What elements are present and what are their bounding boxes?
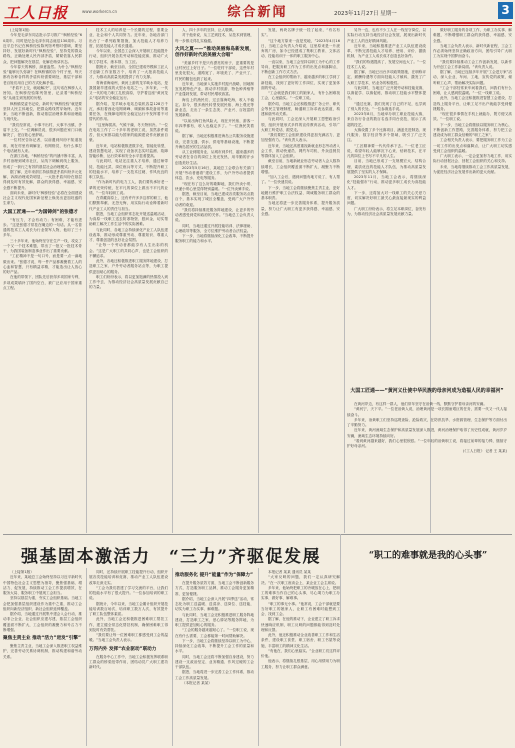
section-divider	[3, 534, 512, 535]
website-url: www.workercn.cn	[82, 9, 118, 14]
body-paragraph: 此外，各地还积极推进职工服务阵地建设，打造职工之家、户外劳动者服务站点等，为职工提供更加贴心的服务。	[89, 259, 168, 274]
issue-date: 2023年11月27日 星期一	[334, 11, 397, 17]
body-paragraph: 据了解，在他的推动下，企业建立了职工诉求快速响应机制，职工反映的问题都能得到及时处理和反馈。	[261, 617, 340, 632]
boxed-story-headline: 大国工匠通——“黄河义仕使中华民族的母亲河成为造福人民的幸福河”	[350, 388, 504, 394]
body-paragraph: 多年来，治黄职工们坚持巡堤查险、抢险救灾，在防汛抗旱、水资源管理、生态保护等方面付出了辛勤努力。	[347, 417, 507, 427]
body-paragraph: 一直以来，当地工会坚持以职工为中心的工作导向，把服务职工作为工作的出发点和落脚点，不断创新工作方式方法。	[261, 59, 340, 74]
column-divider	[340, 534, 341, 746]
body-paragraph: 据了解，当地还积极推进海岛公共服务设施建设，完善交通、供水、供电等基础设施，不断提升海岛居民的生活品质。	[175, 134, 254, 149]
column-divider	[86, 28, 87, 533]
section-title: 综合新闻	[227, 5, 288, 20]
body-paragraph: “工会为我们搭建了学习交流的平台，让我们的技能水平有了很大提升。”一位参加培训的职工说。	[89, 585, 168, 601]
body-paragraph: “这里海拔高、气候干燥，冬天特别冷。”一位在电站工作了二十多年的老职工说，虽然条件艰苦，但大家都以能为国家的能源建设作贡献而自豪。	[89, 122, 168, 143]
masthead-thin-rule	[3, 25, 512, 26]
body-paragraph: “大家反映的问题，我们一定认真研究解决。”在一次职工座谈会上，某企业工会主席说。	[261, 575, 340, 585]
body-paragraph: “现在有了这么好的歇脚地，我们外卖小哥、快递小哥心里觉得特别温暖。”一位外卖骑手说。	[175, 181, 254, 191]
body-paragraph: 近年来，当地还高度重视新就业形态劳动者入会工作，推动快递员、网约车司机、外卖送餐员等群体加入工会组织。	[261, 143, 340, 158]
body-paragraph: 技术工人的培养是一个长期的过程，需要企业、社会和个人共同努力。近年来，各地各部门出台了一系列政策措施，加大技能人才培养力度，拓宽技能人才成长通道。	[89, 28, 168, 48]
body-paragraph: “让每一个劳动者都能享有人生出彩的机会。”这是广大职工的共同心声，也是工会组织的不懈追求。	[89, 243, 168, 258]
subheading: 大国工匠通——“为国铸剑”的张德才	[3, 209, 78, 215]
body-paragraph: (上接第1版)	[10, 28, 30, 32]
body-paragraph: “有他在，我们心里踏实。”企业职工们这样评价他。	[261, 648, 340, 658]
text-column	[3, 570, 82, 746]
column-divider	[258, 568, 259, 746]
body-paragraph: “我们的待遇提高了，发展空间也大了。”一位技术工人说。	[347, 59, 426, 69]
body-paragraph: “工匠精神不是一句口号，而是要一点一滴地做出来。”张德才说，每一件产品都凝聚着工人的心血和智慧，只有精益求精，才能造出让人放心的好产品。	[3, 254, 82, 274]
body-paragraph: “作为新时代的电力工人，我们要传承好老一辈的光荣传统，在平凡的岗位上做出不平凡的业绩。”一位年轻职工说。	[89, 180, 168, 195]
body-paragraph: 青海省海南州，黄河上游的龙羊峡水电站，是我国最早建成的大型水电站之一。多年来，一代又一代的电力职工扎根高原，守护着这座“黄河龙头”电站的安全稳定运行。	[89, 80, 168, 101]
boxed-story-body	[347, 402, 507, 532]
body-paragraph: 2023年5月16日，某地总工会联合有关部门开展“劳动者港湾”建设工作，为户外劳动者提供休息、饮水、充电等服务。	[175, 165, 254, 181]
body-paragraph: “工匠精神要一代代传承下去。”一位老工匠说，希望年轻人能够沉下心来、钻研技术，在平凡的岗位上书写不平凡的人生。	[347, 143, 426, 158]
body-paragraph: 今年是毛泽东同志批示学习推广“枫桥经验”60周年，同时是纪念毛泽东同志诞辰130周年。习近平总书记在枫桥经验陈列馆考察时强调，要坚持好、发展好新时代“枫桥经验”，坚持党的群众路线，正确处理人民内部矛盾，紧紧依靠人民群众，把问题解决在基层、化解在萌芽状态。	[3, 33, 82, 64]
body-paragraph: 工会相关负责人表示，要把服务职工作为工会一切工作的出发点和落脚点，让广大职工切实感受到工会组织的温暖。	[433, 138, 512, 153]
body-paragraph: “这个地方原来一直是荒地，”2023年4月16日，当地工会负责人介绍说，这里原来是一片废弃的厂房，如今已经建成了集职工教育、文体活动、技能培训于一体的职工服务中心。	[261, 38, 340, 59]
body-paragraph: 多年来，他始终把职工的冷暖放在心上，把职工的难事当作自己的心头事，尽心竭力为职工办实事、做好事、解难事。	[261, 585, 340, 601]
body-paragraph: 据介绍，当地工会深入开展“四季送”活动，常态化为职工送温暖、送清凉、送岗位、送技能，切实为职工办实事、解难题。	[175, 596, 254, 612]
body-paragraph: 海岛上的渔民们，过去靠海吃海，收入不稳定。如今，很多渔民转型发展民宿、海上观光等新业态，走出了一条生态美、产业兴、百姓富的发展新路。	[175, 97, 254, 118]
text-column	[175, 570, 254, 746]
body-paragraph: 与此同时，工会还深入开展职工思想政治引领，组织开展形式多样的宣传教育活动，引导广大职工听党话、跟党走。	[261, 117, 340, 132]
body-paragraph: （本报记者 某某）	[182, 680, 212, 685]
body-paragraph: “有压力，才会有动力；有困难，才能有进步。”这是张德才常挂在嘴边的一句话。从一名普通的技术工人成长为行业领军人物，他用了三十多年。	[3, 217, 82, 238]
masthead-rule	[3, 22, 512, 24]
body-paragraph: 近年来，黄河流域生态保护和高质量发展深入推进，黄河治理保护取得了历史性成就，黄河岁岁安澜，流域生态环境持续向好。	[347, 428, 507, 438]
body-paragraph: 据悉，截至目前，当地已建成各类服务站点数百个，基本实现了城区全覆盖，受到广大户外劳动者的欢迎。	[175, 192, 254, 207]
body-paragraph: 坚持以基层为重，夯实工会组织基础。当地工会把加强基层组织建设作为重中之重，推动工会组织向新经济组织、新社会组织延伸覆盖。	[3, 596, 82, 611]
body-paragraph: 与此同时，各地工会持续深化产业工人队伍建设改革，推动形成尊重劳动、尊重知识、尊重人才、尊重创造的良好社会氛围。	[89, 227, 168, 242]
body-paragraph: “职工的事无小事。”他常说，工会干部就是要当好职工的娘家人，让职工有困难时能想到工会、找到工会。	[261, 601, 340, 616]
body-paragraph: 2023年8月，当地举办职工职业技能大赛，来自各行各业的数百名选手同台竞技，展示了高超的技艺。	[347, 112, 426, 127]
body-paragraph: “我们要让每一位困难职工都感受到工会的温暖。”当地工会负责人表示。	[89, 633, 168, 643]
body-paragraph: 人，四十多年的坚持，让人敬佩。	[182, 28, 236, 32]
column-divider	[172, 28, 173, 533]
body-paragraph: 据悉，当地工会组织常态化开展送温暖活动，为高原一线职工送去防寒物资、慰问金，切实帮助职工解决工作生活中的实际困难。	[89, 211, 168, 227]
body-paragraph: 同时，当地还通过开展技能培训、法律援助、心理疏导等服务，全方位维护劳动者合法权益。	[175, 223, 254, 233]
body-paragraph: 当地工会负责人表示，新时代新征程，工会工作必须始终坚持正确政治方向，团结引导广大职工为实现中国梦而奋斗。	[433, 43, 512, 59]
body-paragraph: 据统计，今年以来，当地工会累计组织开展技能培训数百场次，培训职工数万人次，有效提升了职工队伍整体素质。	[89, 601, 168, 616]
body-paragraph: 对于他来说，从工艺到技术，从技术到管理，每一步都走得扎实稳健。	[175, 33, 254, 43]
body-paragraph: 近年来，电站积极推进数字化、智能化转型，建设智慧电站，实现了设备状态实时监测、故障智能诊断，运行效率和安全水平显著提高。	[89, 143, 168, 158]
body-paragraph: 做好职工服务的各项工作，为职工办实事、解难题，不断增强职工群众的获得感、幸福感、安全感。	[433, 28, 512, 43]
body-paragraph: 据介绍，当地工会还积极推进厂务公开、职代会等民主管理制度，畅通职工诉求表达渠道，构建和谐劳动关系。	[261, 101, 340, 116]
text-column	[3, 28, 82, 533]
body-paragraph: 在黄河岸边，有这样一群人，他们常年坚守在治黄一线，默默守护着母亲河的安澜。	[354, 402, 487, 406]
column-divider	[86, 568, 87, 746]
body-paragraph: “通过比赛，我们发现了自己的不足，也学到了别人的长处。”一位参赛选手说。	[347, 101, 426, 111]
body-paragraph: 在浙江各地，“枫桥经验”的内涵不断丰富，从乡村治理到城市社区，从线下调解到线上服务，形成了一套行之有效的基层社会治理模式。	[3, 154, 82, 169]
body-paragraph: “工会就是我们职工的娘家人，有什么困难找工会，心里踏实。”一位职工说。	[261, 91, 340, 101]
body-paragraph: 当地还将进一步完善服务体系，提升服务质量，努力让广大职工有更多获得感、幸福感、安全感。	[261, 201, 340, 216]
bottom-left-headline: 强基固本激活力 “三力”齐驱促发展	[20, 547, 322, 567]
body-paragraph: 据了解，当地已连续多年开展“工会进万家”活动，深入企业、车间、工地，宣传党的政策，倾听职工心声，帮助解决实际问题。	[433, 70, 512, 85]
body-paragraph: “以前出海打鱼风险大，现在开民宿，游客一年四季都有，收入也稳定多了。”一位渔民笑着说。	[175, 118, 254, 133]
newspaper-logo: 工人日报	[4, 4, 69, 22]
text-column	[89, 570, 168, 746]
body-paragraph: 大赛设置了多个比赛项目，涵盖先进制造、现代服务、数字经济等多个领域，吸引了广泛关注。	[347, 127, 426, 143]
page-number-badge: 3	[498, 2, 513, 19]
body-paragraph: 聚焦主责主业，当地工会深入推进职工权益维护，完善劳动关系协调机制，推动构建和谐劳动关系。	[3, 644, 82, 659]
body-paragraph: “看到黄河越来越好，我们心里很欣慰。”一位年轻的治黄职工说，将接过前辈的接力棒，继续守护好母亲河。	[347, 438, 507, 448]
body-paragraph: 下一步，当地工会将继续以服务职工为核心，不断创新工作思路，完善服务体系，努力把工会建设成为职工群众信赖的“职工之家”。	[433, 122, 512, 137]
body-paragraph: 截至目前，当地新就业形态劳动者入会人数持续增长，工会组织覆盖面不断扩大，凝聚力不断增强。	[261, 159, 340, 174]
body-paragraph: “我们经常说，小事不出村，大事不出镇，矛盾不上交。”一位调解员说，很多问题在家门口就解决了，老百姓心里舒坦。	[3, 122, 82, 137]
body-paragraph: “工会的服务越来越贴心了。”一位职工说，现在有什么需要，工会都能第一时间帮助解决。	[175, 628, 254, 638]
body-paragraph: “我们要把工会组织建设得更加充满活力、更加坚强有力。”该负责人表示。	[261, 133, 340, 143]
body-paragraph: “现在很多事情在手机上就能办，既方便又高效。”一位职工说。	[433, 112, 512, 122]
body-paragraph: “我们要持续推动工会工作创新发展，以新作为开创工会工作新局面。”该负责人说。	[433, 59, 512, 69]
body-paragraph: 同时，还持续开展职工技能提升行动，组织开展各类技能培训和竞赛，推动产业工人队伍建设改革走深走实。	[89, 570, 168, 585]
body-paragraph: 目前，当地已形成了一支规模宏大、结构合理、素质优良的技能人才队伍，为推动高质量发展提供了坚实的人才保障。	[347, 159, 426, 174]
body-paragraph: 据了解，当地已出台多项政策措施，在职称评定、薪酬待遇等方面向技能人才倾斜，激发了广大职工学技术、钻业务的积极性。	[347, 70, 426, 85]
body-paragraph: 另外一边，也有不少工人在一线坚守岗位，以实际行动支持当地经济社会发展，展现出新时代产业工人的良好精神风貌。	[347, 28, 426, 43]
body-paragraph: 据悉，当地将进一步完善工会工作体系，推动工会工作高质量发展。	[175, 670, 254, 680]
body-paragraph: 近年来，某地总工会始终坚持以习近平新时代中国特色社会主义思想为指导，聚焦强基础、增活力、促发展，持续推动工会工作提质增效，在服务大局、服务职工中展现工会担当。	[3, 575, 82, 595]
body-paragraph: 一位村民告诉记者，以前遇到纠纷不知道找谁，现在村里有调解室、有网格员，有什么事打个电话就有人来。	[3, 138, 82, 153]
body-paragraph: 未来，当地将继续推动工会工作高质量发展，为促进经济社会发展作出新的更大贡献。	[433, 164, 512, 174]
body-paragraph: 此外，当地工会还积极推进智慧工会建设，打造线上服务平台，让职工足不出户就能享受到便捷服务。	[433, 96, 512, 111]
column-divider	[172, 568, 173, 746]
body-paragraph: 与此同时，当地工会还积极推进职工服务阵地建设，打造职工之家、爱心驿站等服务阵地，为职工提供更加贴心的服务。	[175, 612, 254, 627]
text-column	[89, 28, 168, 533]
body-paragraph: 在青藏高原上，还有许许多多这样的职工，他们默默奉献、无怨无悔，用实际行动诠释着新时代产业工人的责任与担当。	[89, 196, 168, 211]
byline: (《工人日报》 记者 王 某某)	[463, 449, 507, 454]
text-column	[433, 28, 512, 383]
subheading: 推动服务化 提升“能量”作为“保障力”	[175, 573, 253, 578]
body-paragraph: 广大职工纷纷表示，将立足本职岗位，奋发有为，为推动经济社会高质量发展贡献力量。	[347, 206, 426, 216]
body-paragraph: 与此同时，电站还注重人才培养，通过师带徒、技能比武、岗位练兵等方式，不断提升职工的技能水平，培养了一支技术过硬、作风优良的职工队伍。	[89, 159, 168, 179]
body-paragraph: 在他的带领下，团队先后获得多项国家专利，多项成果填补了国内空白，被广泛应用于国家重点工程。	[3, 275, 82, 290]
body-paragraph: 此外，他还积极推动企业改善职工工作和生活条件，建设职工食堂、职工宿舍、职工书屋等设施，丰富职工的精神文化生活。	[261, 633, 340, 648]
bottom-right-headline: “职工的难事就是我的心头事”	[368, 551, 488, 561]
subheading: 聚焦主责主业 推动“活力”迸发“引擎”	[3, 636, 81, 641]
body-paragraph: “加入工会后，遇到问题有地方说了，有人帮了。”一位快递员说。	[261, 175, 340, 185]
subheading: 万泻内外 发挥“农业驱动”联动力	[89, 646, 157, 652]
body-paragraph: 2023年11月，当地工会表示，将继续深化“技能强市”行动，推动更多职工成长为高技能人才。	[347, 175, 426, 190]
body-paragraph: 下一步，当地工会将继续坚持以职工为中心，持续深化工会改革，不断提升工会工作的质量和水平。	[175, 638, 254, 654]
body-paragraph: 今年以来，全国总工会深入开展职工技能提升行动，组织开展各类劳动和技能竞赛，推动广大职工学技术、练本领、当工匠。	[89, 49, 168, 64]
body-paragraph: “我们将持续推进服务阵地建设，让更多的劳动者感受到党和政府的关怀。”当地总工会负责人说。	[175, 207, 254, 223]
body-paragraph: 据介绍，龙羊峡水电站总装机容量128万千瓦，承担着西北电网调峰、调频和事故备用等重要任务，在保障电网安全稳定运行中发挥着不可替代的作用。	[89, 101, 168, 122]
body-paragraph: 下一步，当地工会将继续聚焦主责主业，更好地履行维护职工合法权益、竭诚服务职工群众的基本职责。	[261, 185, 340, 200]
body-paragraph: 职工们纷纷表示，将以更加饱满的热情投入到工作中去，为推动经济社会高质量发展贡献自己的力量。	[89, 274, 168, 290]
body-paragraph: 发展，两块名牌子统一挂了起来，“有名有实”。	[261, 28, 340, 38]
column-divider	[344, 28, 345, 533]
body-paragraph: 同时，当地工会还将不断加强自身建设，努力建设一支政治坚定、业务精通、作风过硬的工会干部队伍。	[175, 654, 254, 669]
body-paragraph: 据了解，近年来浙江持续推进矛盾纠纷多元化解，诉源治理成效明显，一大批矛盾纠纷在基层得到及时有效化解，群众的获得感、幸福感、安全感不断提升。	[3, 169, 82, 190]
body-paragraph: 三十多年来，他始终坚守在生产一线，攻克了一个又一个技术难题，带出了一批又一批技术骨干，为我国装备制造事业作出了重要贡献。	[3, 238, 82, 253]
body-paragraph: 广大职工表示，一定会更加努力地工作，用实际行动回报社会、回报工会组织的关心和支持。	[433, 154, 512, 164]
body-paragraph: 与此同时，当地还广泛开展劳动和技能竞赛，以赛促学、以赛促练，推动职工技能水平整体提升。	[347, 85, 426, 101]
text-column	[261, 28, 340, 533]
body-paragraph: 下一步，当地将继续深化工会改革，不断提升服务职工的能力和水平。	[175, 234, 254, 244]
body-paragraph: 近年来，当地积极推进产业工人队伍建设改革，不断完善技能人才培养、使用、评价、激励机制，为产业工人成长成才创造良好条件。	[347, 43, 426, 59]
text-column	[347, 28, 426, 383]
body-paragraph: 面向未来，新时代“枫桥经验”必将在全面建设社会主义现代化国家新征程上焕发出更加旺盛的生命力。	[3, 190, 82, 206]
body-paragraph: 今年春天的枫桥，绿意盎然。为什么“枫桥经验”能够历久弥新？在枫桥镇的各个村子里，每天都有各种各样的矛盾纠纷需要调处，基层干部和老百姓们用自己的方式化解矛盾。	[3, 64, 82, 85]
body-paragraph: “美丽乡村不是只有漂亮的房子，更重要的是让村民过上好日子。”一位驻村干部说，这些年村里变化很大，道路宽了、环境美了、产业兴了，村民的腰包也鼓了起来。	[175, 60, 254, 81]
body-paragraph: “黄河宁，天下平。”一位老治黄人说，治理黄河是一项长期而艰巨的任务，需要一代又一代人接续奋斗。	[347, 407, 507, 417]
body-paragraph: 据介绍，当地通过开展集中建会入会行动，推动非公企业、社会组织应建尽建，基层工会组织覆盖面不断扩大，工会组织的凝聚力和号召力不断增强。	[3, 612, 82, 632]
body-paragraph: 在服务中心工作中，当地工会积极发挥联系职工群众的桥梁纽带作用，团结动员广大职工建功新时代。	[89, 654, 168, 669]
column-divider	[258, 28, 259, 533]
text-column	[261, 570, 340, 746]
body-paragraph: 下一步，还将加大对一线职工的关心关爱力度，切实解决好职工最关心最直接最现实的利益问题。	[347, 190, 426, 206]
body-paragraph: （上接第1版）	[10, 570, 34, 574]
body-paragraph: 从工业到服务业，从城市到乡村，越来越多的劳动者在各自的岗位上发光发热，用辛勤的汗水创造美好生活。	[175, 150, 254, 165]
body-paragraph: 本报记者 某某 通讯员 某某	[268, 570, 311, 574]
body-paragraph: 在提升服务质效方面，当地工会不断创新服务方式，打造服务职工品牌，推动工会服务更加精准、更加便捷。	[175, 581, 254, 596]
body-paragraph: “矛盾不上交，就地解决”，这句话在枫桥人人皆知。在枫桥经验陈列馆里，记录着“枫桥经验”从诞生到发展的历程。	[3, 85, 82, 101]
body-paragraph: 据统计，截至目前，全国已建成劳模和工匠人才创新工作室数万个，培育了一大批高技能人才，为推动高质量发展提供了有力支撑。	[89, 64, 168, 80]
text-column	[175, 28, 254, 533]
body-paragraph: “工会干部经常来车间看我们，问我们有什么困难，让人感到很温暖。”一位一线职工说。	[433, 85, 512, 95]
body-paragraph: 此外，当地工会还积极推进困难职工帮扶工作，建立健全常态化帮扶机制，确保困难职工得到及时有效帮扶。	[89, 617, 168, 632]
body-paragraph: 近年来，当地深入实施乡村振兴战略，因地制宜发展特色产业，推动乡村旅游、特色种养殖等产业蓬勃发展，带动村民增收致富。	[175, 81, 254, 97]
masthead	[0, 0, 515, 22]
body-paragraph: 在工会组织的帮助下，越来越多的职工学到了新技能，找到了更好的工作岗位，实现了更加体面的劳动。	[261, 75, 340, 90]
body-paragraph: 他表示，将继续扎根基层，用心用情用力为职工服务，努力让职工群众满意。	[261, 659, 340, 669]
body-paragraph: 枫桥镇党委书记说，新时代“枫桥经验”就是要坚持人民主体地位，把群众路线贯穿始终。近年来，当地不断创新，推动基层治理体系和治理能力现代化。	[3, 101, 82, 122]
subheading: 大风之夏——“推动美丽海岛新发展，创作好新时代的美丽大合唱”	[175, 46, 254, 58]
